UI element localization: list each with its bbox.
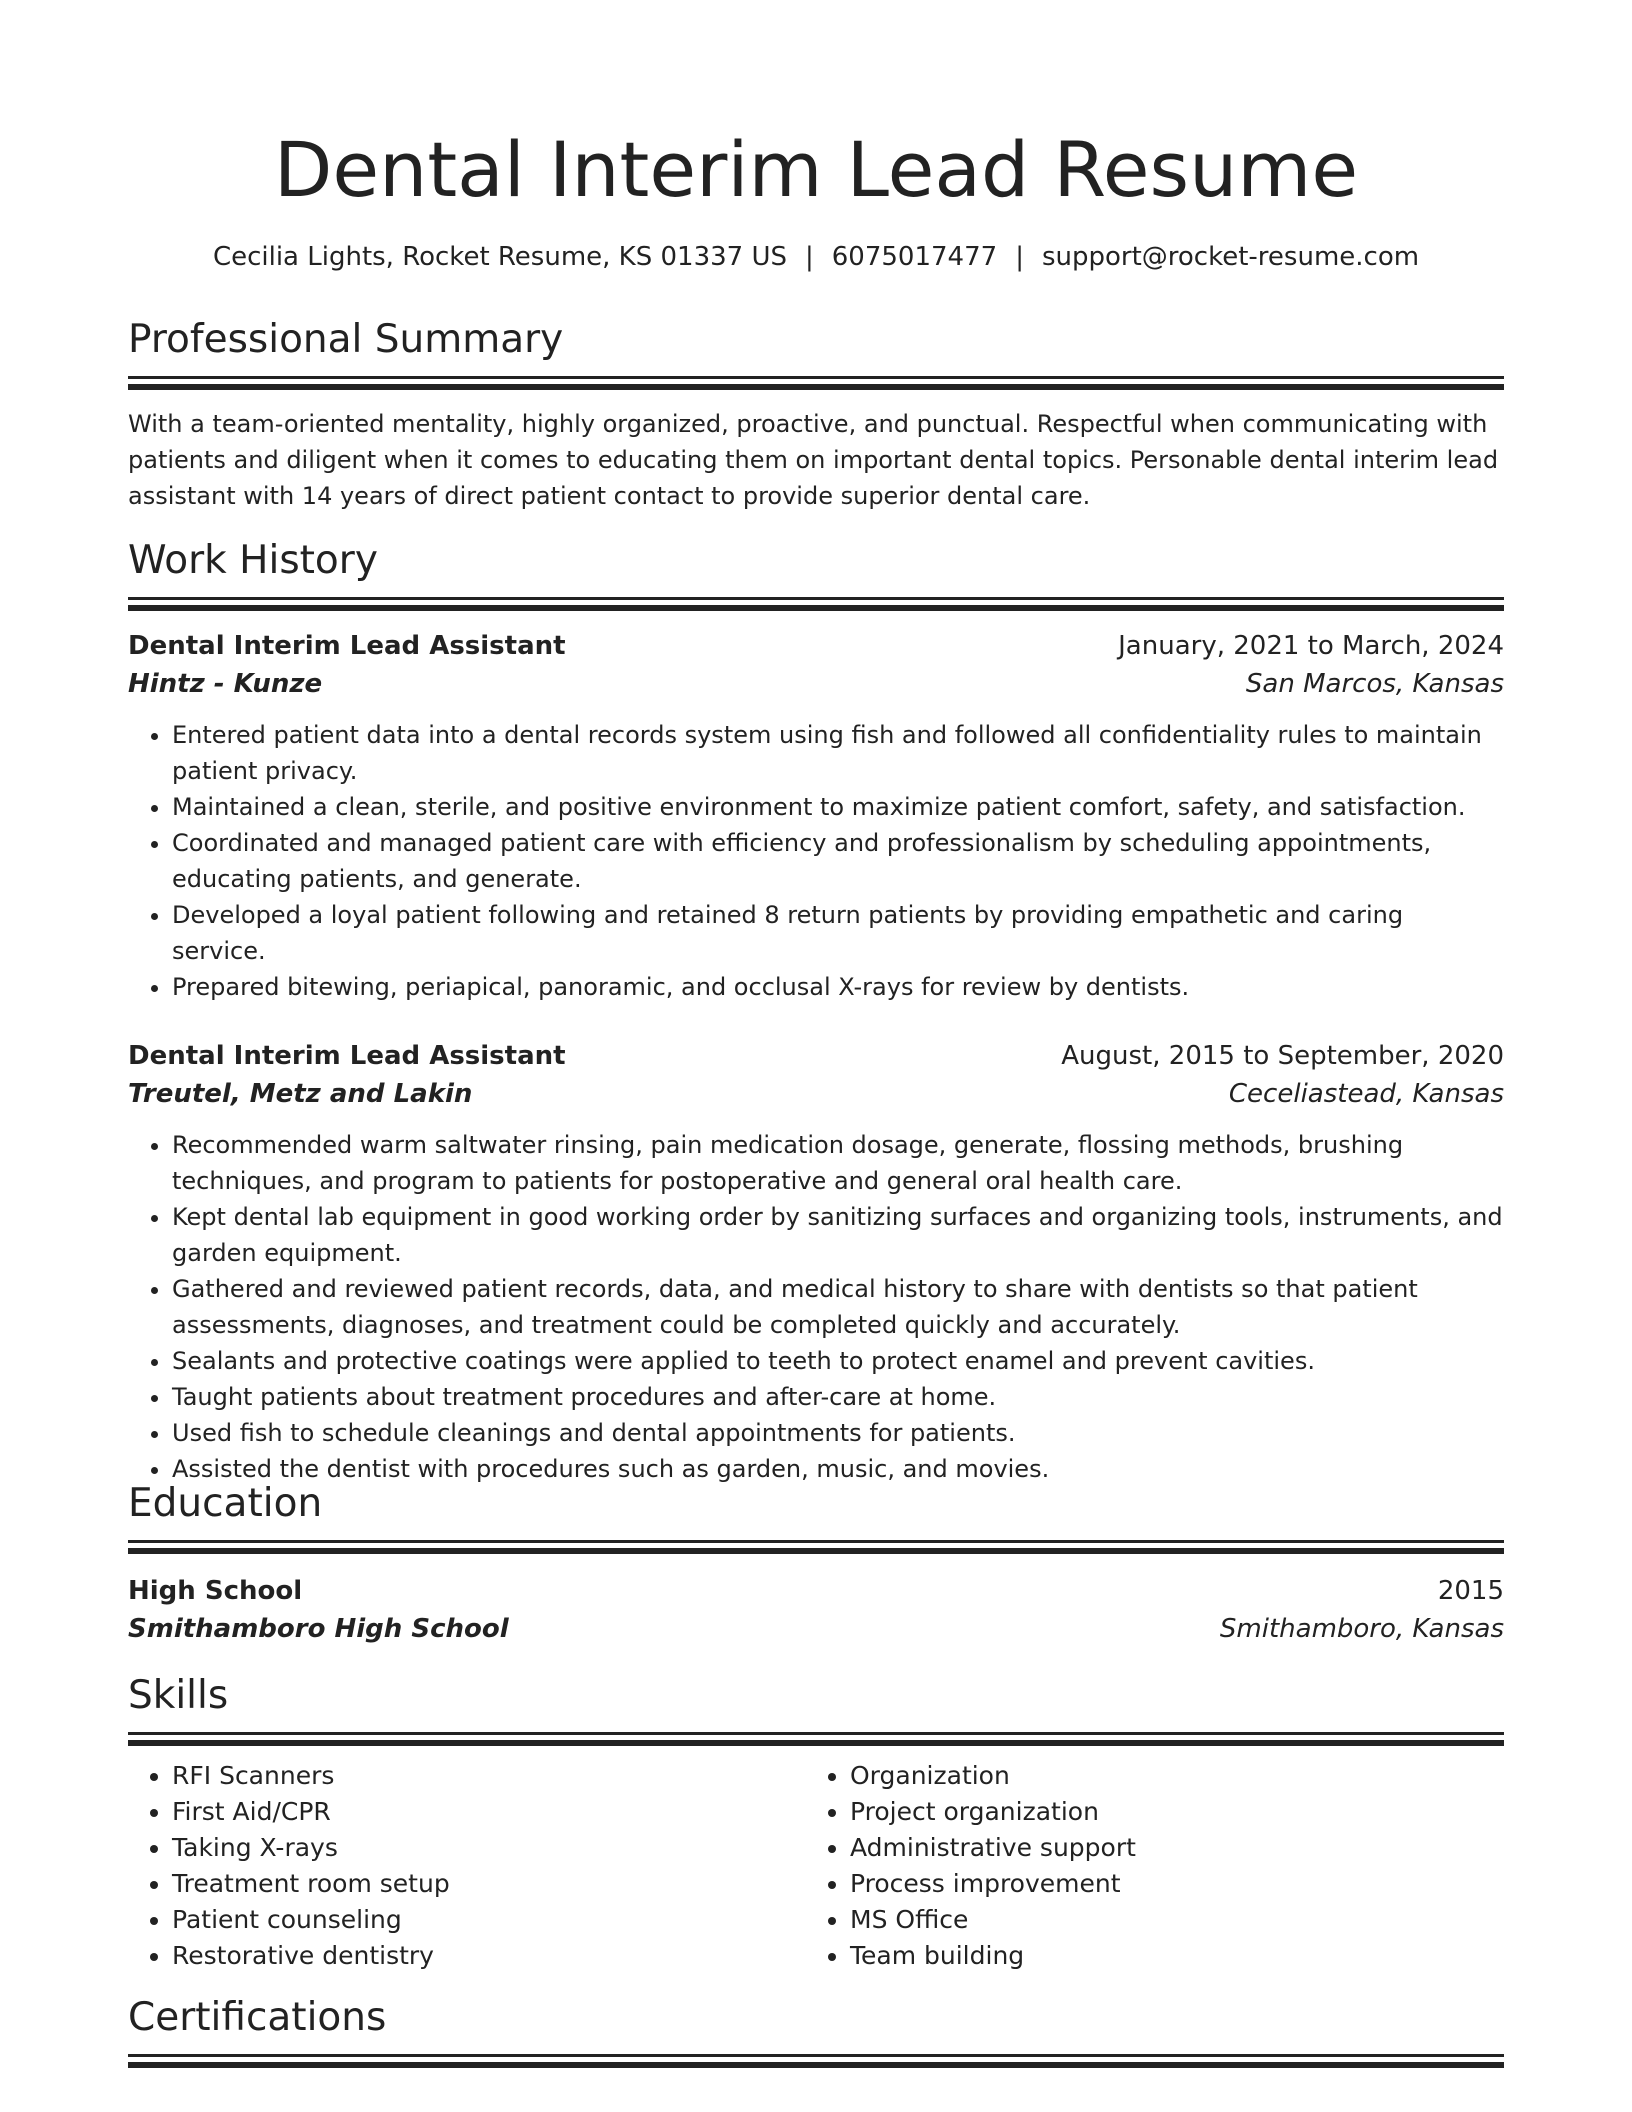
section-divider-thick bbox=[128, 1548, 1504, 1554]
job-bullets bbox=[128, 1127, 1504, 1487]
skills-column-right bbox=[806, 1758, 1484, 1974]
contact-phone: 6075017477 bbox=[831, 242, 998, 272]
list-item: • Used fish to schedule cleanings and dental appointments for patients. bbox=[172, 1415, 1504, 1451]
contact-address: Cecilia Lights, Rocket Resume, KS 01337 US bbox=[212, 242, 787, 272]
section-divider bbox=[128, 1540, 1504, 1543]
education-section bbox=[128, 1478, 1504, 1648]
section-divider bbox=[128, 376, 1504, 379]
list-item: • Taught patients about treatment procedures and after-care at home. bbox=[172, 1379, 1504, 1415]
contact-separator: | bbox=[1015, 242, 1024, 272]
summary-text: With a team-oriented mentality, highly organized, proactive, and punctual. Respectful when communicating with patients and diligent when it comes to educating them on important dental topics. Personable dental interim lead assistant with 14 years of direct patient contact to provide superior dental care. bbox=[128, 410, 1499, 510]
skill-item: • Process improvement bbox=[850, 1866, 1484, 1902]
certifications-section bbox=[128, 1992, 1504, 2068]
list-item: • Entered patient data into a dental records system using fish and followed all confidentiality rules to maintain patient privacy. bbox=[172, 717, 1504, 789]
skill-item: • Organization bbox=[850, 1758, 1484, 1794]
section-heading: Professional Summary bbox=[128, 317, 564, 362]
section-heading: Certifications bbox=[128, 1995, 387, 2040]
section-divider-thick bbox=[128, 2062, 1504, 2068]
job-title: Dental Interim Lead Assistant bbox=[128, 1041, 566, 1071]
section-divider-thick bbox=[128, 605, 1504, 611]
education-degree: High School bbox=[128, 1576, 303, 1606]
section-divider bbox=[128, 2054, 1504, 2057]
list-item: • Sealants and protective coatings were applied to teeth to protect enamel and prevent cavities. bbox=[172, 1343, 1504, 1379]
list-item: • Gathered and reviewed patient records, data, and medical history to share with dentists so that patient assessments, diagnoses, and treatment could be completed quickly and accurately. bbox=[172, 1271, 1504, 1343]
skills-columns bbox=[128, 1758, 1504, 1974]
contact-email: support@rocket-resume.com bbox=[1041, 242, 1420, 272]
education-school: Smithamboro High School bbox=[128, 1614, 509, 1644]
skill-item: • Administrative support bbox=[850, 1830, 1484, 1866]
skill-item: • Project organization bbox=[850, 1794, 1484, 1830]
job-entry bbox=[128, 627, 1504, 1005]
job-location: San Marcos, Kansas bbox=[1245, 669, 1504, 699]
skill-item: • Taking X-rays bbox=[172, 1830, 806, 1866]
list-item: • Recommended warm saltwater rinsing, pain medication dosage, generate, flossing methods, brushing techniques, and program to patients for postoperative and general oral health care. bbox=[172, 1127, 1504, 1199]
summary-section bbox=[128, 314, 1504, 514]
section-heading: Education bbox=[128, 1481, 323, 1526]
skills-column-left bbox=[128, 1758, 806, 1974]
skill-item: • Restorative dentistry bbox=[172, 1938, 806, 1974]
job-bullets bbox=[128, 717, 1504, 1005]
skill-item: • Treatment room setup bbox=[172, 1866, 806, 1902]
work-section bbox=[128, 535, 1504, 1487]
job-company: Hintz - Kunze bbox=[128, 669, 323, 699]
section-divider bbox=[128, 1732, 1504, 1735]
contact-line bbox=[128, 240, 1504, 274]
list-item: • Developed a loyal patient following and retained 8 return patients by providing empathetic and caring service. bbox=[172, 897, 1504, 969]
list-item: • Coordinated and managed patient care with efficiency and professionalism by scheduling appointments, educating patients, and generate. bbox=[172, 825, 1504, 897]
job-location: Ceceliastead, Kansas bbox=[1228, 1079, 1504, 1109]
skill-item: • RFI Scanners bbox=[172, 1758, 806, 1794]
section-heading: Skills bbox=[128, 1673, 229, 1718]
skill-item: • MS Office bbox=[850, 1902, 1484, 1938]
list-item: • Kept dental lab equipment in good working order by sanitizing surfaces and organizing tools, instruments, and garden equipment. bbox=[172, 1199, 1504, 1271]
list-item: • Maintained a clean, sterile, and positive environment to maximize patient comfort, safety, and satisfaction. bbox=[172, 789, 1504, 825]
skill-item: • Patient counseling bbox=[172, 1902, 806, 1938]
job-dates: January, 2021 to March, 2024 bbox=[1118, 631, 1504, 661]
education-entry bbox=[128, 1572, 1504, 1648]
section-heading: Work History bbox=[128, 538, 378, 583]
skills-section bbox=[128, 1670, 1504, 1974]
list-item: • Assisted the dentist with procedures such as garden, music, and movies. bbox=[172, 1451, 1504, 1487]
section-divider-thick bbox=[128, 1740, 1504, 1746]
job-title: Dental Interim Lead Assistant bbox=[128, 631, 566, 661]
list-item: • Prepared bitewing, periapical, panoramic, and occlusal X-rays for review by dentists. bbox=[172, 969, 1504, 1005]
page-title: Dental Interim Lead Resume bbox=[273, 125, 1359, 214]
section-divider-thick bbox=[128, 384, 1504, 390]
job-entry bbox=[128, 1037, 1504, 1487]
education-location: Smithamboro, Kansas bbox=[1219, 1614, 1504, 1644]
job-company: Treutel, Metz and Lakin bbox=[128, 1079, 473, 1109]
skill-item: • Team building bbox=[850, 1938, 1484, 1974]
job-dates: August, 2015 to September, 2020 bbox=[1061, 1041, 1504, 1071]
contact-separator: | bbox=[805, 242, 814, 272]
education-year: 2015 bbox=[1437, 1576, 1504, 1606]
section-divider bbox=[128, 597, 1504, 600]
skill-item: • First Aid/CPR bbox=[172, 1794, 806, 1830]
